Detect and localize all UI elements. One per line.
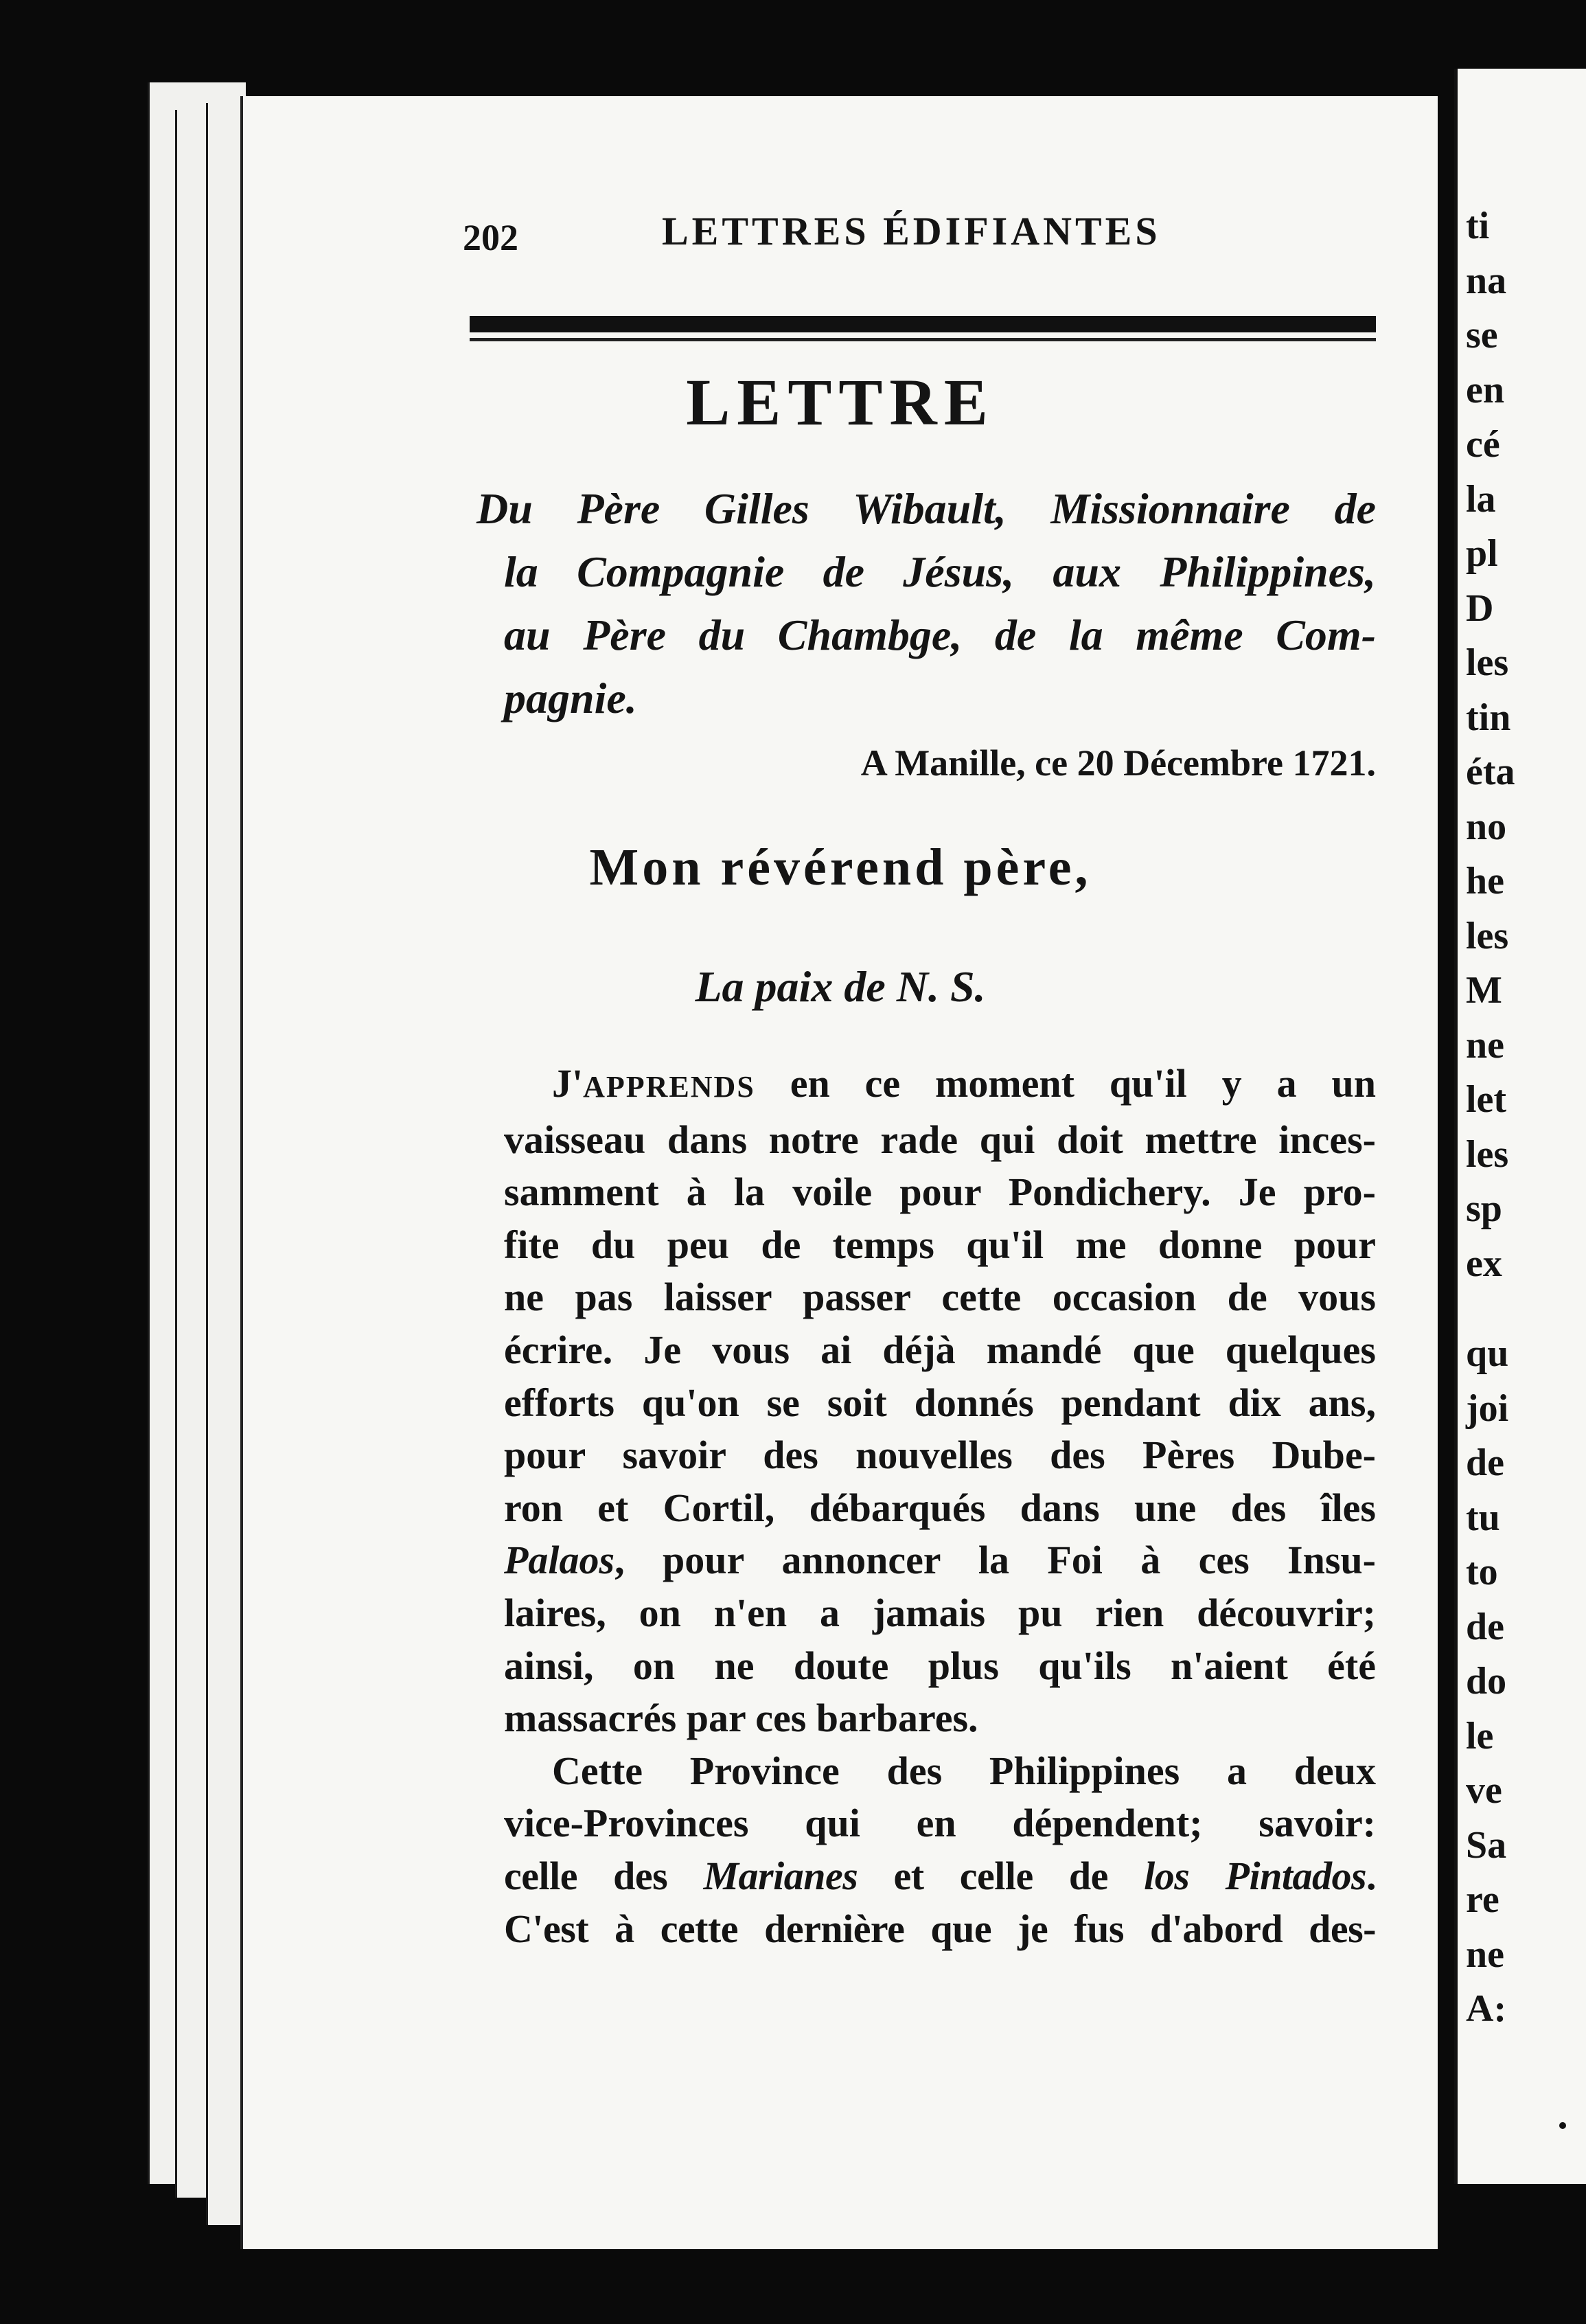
body-line: vaisseau dans notre rade qui doit mettre inces- [504, 1117, 1376, 1162]
body-text: en ce moment qu'il y a un [790, 1061, 1376, 1106]
body-line: ron et Cortil, débarqués dans une des îles [504, 1485, 1376, 1530]
drop-letter: J' [552, 1061, 584, 1106]
subtitle-line [476, 477, 1376, 540]
salutation: Mon révérend père, [589, 839, 1092, 896]
subtitle-prefix: Du Père Gilles [476, 484, 853, 533]
fragment: se [1466, 314, 1498, 356]
body-line: ainsi, on ne doute plus qu'ils n'aient été [504, 1643, 1376, 1688]
running-title: LETTRES ÉDIFIANTES [662, 209, 1161, 253]
fragment: na [1466, 259, 1507, 302]
body-line: samment à la voile pour Pondichery. Je pro- [504, 1170, 1376, 1215]
fragment: tu [1466, 1496, 1500, 1539]
paragraph-gap [1466, 1291, 1515, 1327]
thick-rule [470, 316, 1376, 332]
body-line: C'est à cette dernière que je fus d'abord des- [504, 1906, 1376, 1951]
fragment: qu [1466, 1332, 1509, 1375]
body-line: massacrés par ces barbares. [504, 1696, 978, 1741]
thin-rule [470, 338, 1376, 341]
fragment: ti [1466, 205, 1490, 247]
body-line: écrire. Je vous ai déjà mandé que quelques [504, 1327, 1376, 1372]
fragment: to [1466, 1551, 1498, 1593]
fragment: ex [1466, 1242, 1502, 1285]
fragment: de [1466, 1605, 1504, 1648]
subtitle-line: au Père du Chambge, de la même Com- [504, 611, 1376, 659]
subtitle-line: la Compagnie de Jésus, aux Philippines, [504, 547, 1376, 596]
fragment: ve [1466, 1769, 1502, 1812]
body-text: celle des [504, 1853, 704, 1898]
fragment: de [1466, 1442, 1504, 1484]
page-number: 202 [463, 217, 518, 258]
subtitle-name: Wibault [853, 484, 996, 533]
letter-subtitle [476, 477, 1376, 730]
fragment: no [1466, 805, 1507, 848]
italic-word: los Pintados [1144, 1853, 1367, 1898]
body-line: pour savoir des nouvelles des Pères Dube- [504, 1433, 1376, 1478]
facing-page [1454, 69, 1586, 2184]
fragment: cé [1466, 423, 1500, 466]
fragment: en [1466, 368, 1504, 411]
body-line [504, 1534, 1376, 1587]
body-line: efforts qu'on se soit donnés pendant dix ans, [504, 1380, 1376, 1425]
fragment: les [1466, 1132, 1509, 1176]
body-line [504, 1850, 1376, 1903]
fragment: he [1466, 860, 1504, 902]
letter-body [504, 1058, 1376, 1955]
paragraph-2-line-1: Cette Province des Philippines a deux [552, 1748, 1376, 1793]
fragment: tin [1466, 696, 1511, 739]
fragment: les [1466, 641, 1509, 684]
fragment: éta [1466, 751, 1515, 793]
fragment: ne [1466, 1933, 1504, 1976]
fragment: do [1466, 1660, 1507, 1702]
fragment: re [1466, 1878, 1499, 1921]
fragment: joi [1466, 1387, 1509, 1430]
letter-heading: LETTRE [686, 365, 995, 439]
subtitle-line: pagnie. [504, 674, 637, 722]
fragment: le [1466, 1714, 1494, 1757]
fragment: sp [1466, 1187, 1502, 1230]
body-text: , pour annoncer la Foi à ces Insu- [614, 1538, 1376, 1583]
body-line: fite du peu de temps qu'il me donne pour [504, 1222, 1376, 1267]
fragment: let [1466, 1078, 1507, 1121]
greeting: La paix de N. S. [695, 962, 986, 1011]
italic-word: Palaos [504, 1538, 615, 1583]
body-text: . [1366, 1853, 1377, 1898]
fragment: pl [1466, 532, 1498, 575]
fragment: A: [1466, 1987, 1507, 2030]
left-page [240, 96, 1438, 2249]
subtitle-suffix: , Missionnaire de [995, 484, 1377, 533]
fragment: la [1466, 477, 1496, 521]
fragment: ne [1466, 1023, 1504, 1067]
fragment: Sa [1466, 1823, 1507, 1867]
italic-word: Marianes [703, 1853, 858, 1898]
body-line: ne pas laisser passer cette occasion de vous [504, 1275, 1376, 1320]
small-caps-word: APPRENDS [583, 1070, 755, 1104]
facing-page-fragments [1466, 199, 1515, 2037]
body-text: et celle de [858, 1853, 1145, 1898]
fragment: les [1466, 914, 1509, 957]
paragraph-1-line-1 [504, 1058, 1376, 1114]
ink-dot [1559, 2122, 1566, 2129]
body-line: vice-Provinces qui en dépendent; savoir: [504, 1801, 1376, 1846]
place-date: A Manille, ce 20 Décembre 1721. [860, 742, 1376, 784]
fragment: M [1466, 969, 1502, 1012]
body-line: laires, on n'en a jamais pu rien découvrir; [504, 1590, 1376, 1635]
fragment: D [1466, 586, 1494, 630]
